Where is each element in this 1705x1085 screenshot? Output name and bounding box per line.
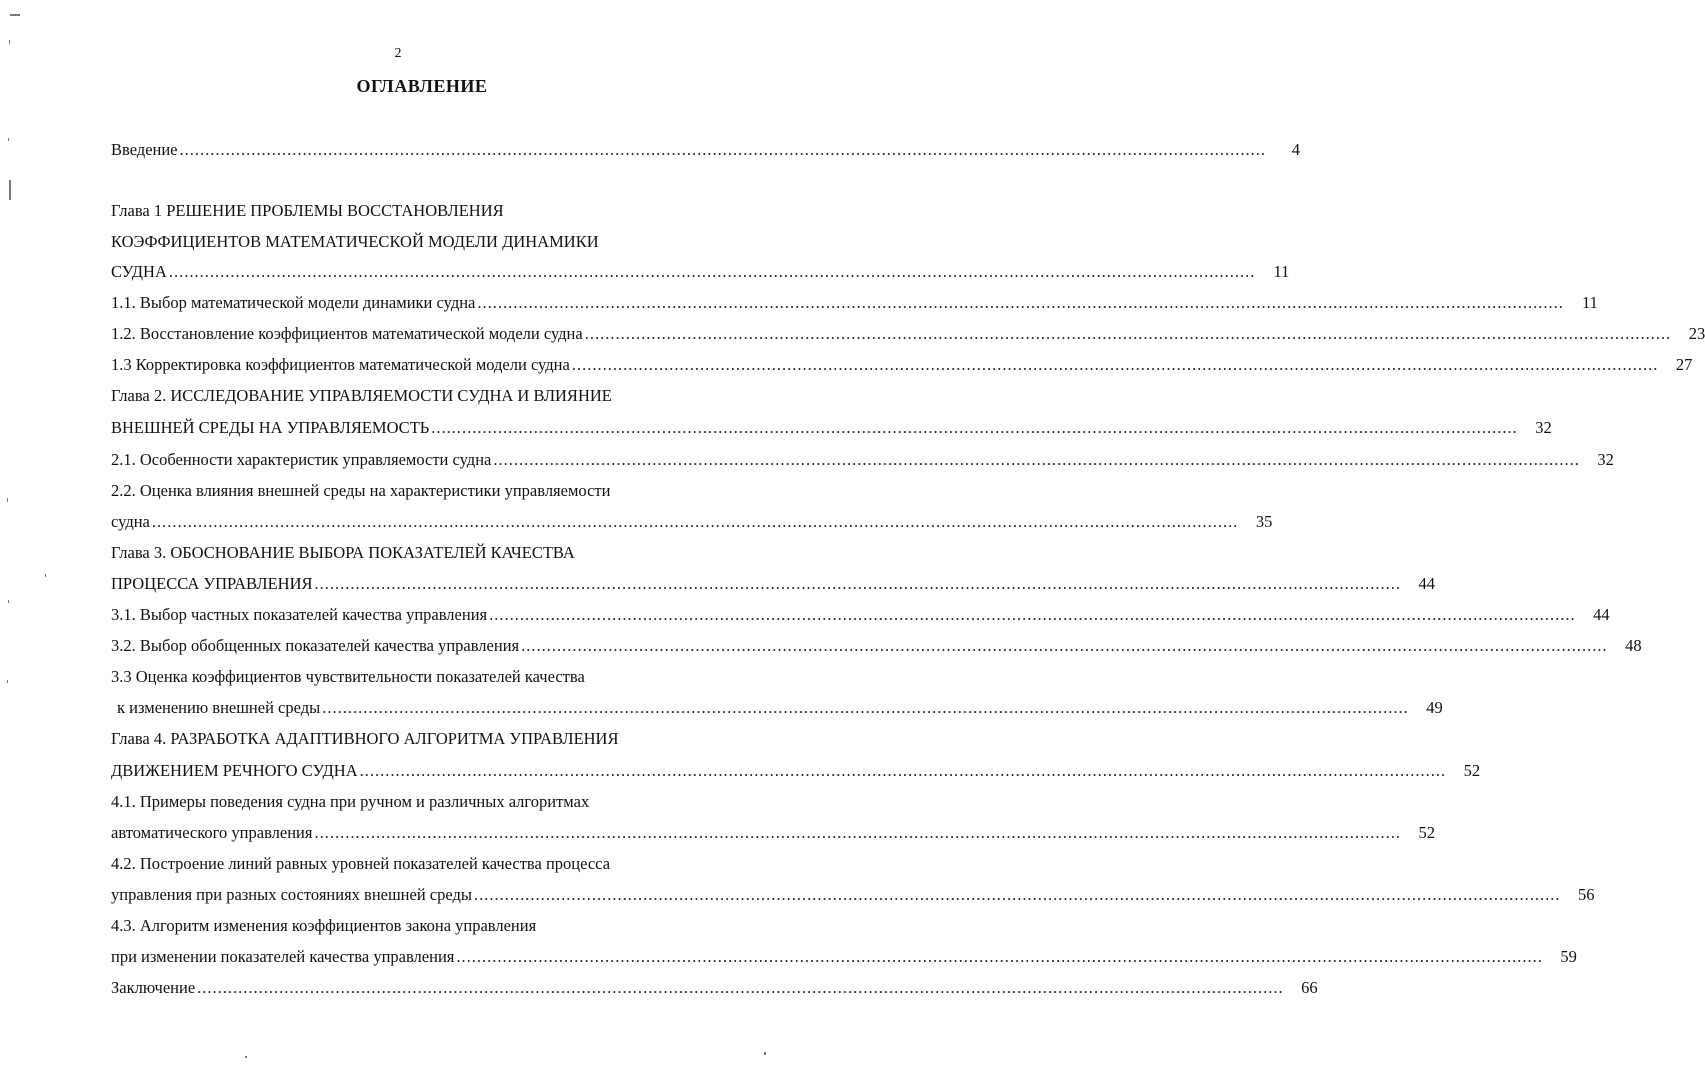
- toc-entry-text: ВНЕШНЕЙ СРЕДЫ НА УПРАВЛЯЕМОСТЬ: [111, 418, 430, 437]
- toc-entry-text: 1.3 Корректировка коэффициентов математической модели судна: [111, 355, 570, 374]
- toc-entry-page: 44: [1593, 605, 1610, 624]
- toc-entry-text: Глава 1 РЕШЕНИЕ ПРОБЛЕМЫ ВОССТАНОВЛЕНИЯ: [111, 201, 504, 220]
- toc-entry-page: 56: [1577, 885, 1595, 904]
- toc-entry-text: 3.1. Выбор частных показателей качества управления: [111, 605, 488, 624]
- toc-entry-page: 52: [1418, 823, 1435, 842]
- toc-entry: [111, 573, 1435, 595]
- toc-entry: [111, 791, 731, 813]
- toc-entry-page: 66: [1301, 978, 1318, 997]
- toc-entry: [111, 200, 731, 222]
- toc-entry-page: 48: [1625, 636, 1642, 655]
- leader-dots: ....................................................................................................................................................................................................................: [584, 324, 1672, 343]
- toc-entry: [111, 231, 731, 253]
- leader-dots: ....................................................................................................................................................................................................................: [477, 293, 1564, 312]
- scan-speck: [8, 600, 9, 603]
- leader-dots: ....................................................................................................................................................................................................................: [168, 262, 1256, 281]
- toc-entry-text: управления при разных состояниях внешней среды: [111, 885, 472, 904]
- leader-dots: ....................................................................................................................................................................................................................: [314, 823, 1401, 842]
- toc-entry: [111, 449, 1614, 471]
- scan-speck: [9, 40, 10, 44]
- scan-speck: [7, 498, 8, 502]
- toc-entry-text: ПРОЦЕССА УПРАВЛЕНИЯ: [111, 574, 313, 593]
- page-title: ОГЛАВЛЕНИЕ: [356, 76, 488, 96]
- toc-entry-text: 4.2. Построение линий равных уровней показателей качества процесса: [111, 854, 611, 873]
- toc-entry: [111, 822, 1435, 844]
- toc-entry-text: 3.3 Оценка коэффициентов чувствительности показателей качества: [111, 667, 585, 686]
- scan-speck: [10, 14, 20, 16]
- toc-entry: [111, 728, 731, 750]
- toc-entry: [111, 915, 731, 937]
- toc-entry: [111, 292, 1598, 314]
- toc-entry-text: ДВИЖЕНИЕМ РЕЧНОГО СУДНА: [111, 761, 358, 780]
- toc-entry: [111, 385, 731, 407]
- toc-entry-page: 49: [1426, 698, 1443, 717]
- toc-entry: [111, 884, 1595, 906]
- toc-entry-page: 27: [1675, 355, 1693, 374]
- toc-entry: [111, 542, 731, 564]
- leader-dots: ....................................................................................................................................................................................................................: [521, 636, 1608, 655]
- scan-speck: [245, 1056, 247, 1058]
- toc-entry-page: 44: [1418, 574, 1435, 593]
- scan-speck: [45, 574, 46, 577]
- toc-entry: [111, 977, 1318, 999]
- toc-entry: [111, 666, 731, 688]
- scan-speck: [8, 138, 9, 141]
- toc-entry-page: 11: [1581, 293, 1598, 312]
- toc-entry: [111, 760, 1481, 782]
- toc-entry-text: Глава 4. РАЗРАБОТКА АДАПТИВНОГО АЛГОРИТМА УПРАВЛЕНИЯ: [111, 729, 619, 748]
- page-number: 2: [394, 46, 402, 61]
- toc-entry-text: 2.2. Оценка влияния внешней среды на характеристики управляемости: [111, 481, 611, 500]
- toc-entry: [111, 480, 731, 502]
- leader-dots: ....................................................................................................................................................................................................................: [431, 418, 1518, 437]
- toc-entry-text: 4.1. Примеры поведения судна при ручном и различных алгоритмах: [111, 792, 590, 811]
- toc-entry-page: 23: [1688, 324, 1705, 343]
- leader-dots: ....................................................................................................................................................................................................................: [493, 450, 1580, 469]
- toc-entry: [111, 417, 1552, 439]
- scan-speck: [7, 680, 8, 683]
- toc-entry-text: Глава 3. ОБОСНОВАНИЕ ВЫБОРА ПОКАЗАТЕЛЕЙ КАЧЕСТВА: [111, 543, 575, 562]
- toc-entry-text: 2.1. Особенности характеристик управляемости судна: [111, 450, 492, 469]
- toc-entry-text: СУДНА: [111, 262, 167, 281]
- toc-entry: [111, 354, 1693, 376]
- toc-entry-page: 11: [1273, 262, 1290, 281]
- leader-dots: ....................................................................................................................................................................................................................: [473, 885, 1561, 904]
- leader-dots: ....................................................................................................................................................................................................................: [456, 947, 1543, 966]
- toc-entry-page: 52: [1463, 761, 1481, 780]
- toc-entry: [111, 946, 1577, 968]
- toc-entry: [111, 604, 1610, 626]
- toc-entry-page: 32: [1597, 450, 1614, 469]
- leader-dots: ....................................................................................................................................................................................................................: [314, 574, 1401, 593]
- leader-dots: ....................................................................................................................................................................................................................: [489, 605, 1576, 624]
- leader-dots: ....................................................................................................................................................................................................................: [151, 512, 1239, 531]
- leader-dots: ....................................................................................................................................................................................................................: [359, 761, 1447, 780]
- toc-entry: [111, 511, 1273, 533]
- toc-entry-page: 4: [1291, 140, 1301, 159]
- leader-dots: ....................................................................................................................................................................................................................: [322, 698, 1409, 717]
- toc-entry-text: Глава 2. ИССЛЕДОВАНИЕ УПРАВЛЯЕМОСТИ СУДНА И ВЛИЯНИЕ: [111, 386, 612, 405]
- toc-entry-text: к изменению внешней среды: [117, 698, 321, 717]
- toc-entry-text: Заключение: [111, 978, 196, 997]
- toc-entry: [111, 323, 1705, 345]
- toc-entry-text: 3.2. Выбор обобщенных показателей качества управления: [111, 636, 520, 655]
- toc-entry-text: КОЭФФИЦИЕНТОВ МАТЕМАТИЧЕСКОЙ МОДЕЛИ ДИНАМИКИ: [111, 232, 599, 251]
- toc-entry-page: 32: [1535, 418, 1552, 437]
- toc-entry-page: 35: [1255, 512, 1273, 531]
- toc-entry-text: судна: [111, 512, 150, 531]
- leader-dots: ....................................................................................................................................................................................................................: [179, 140, 1267, 159]
- toc-entry-text: 1.1. Выбор математической модели динамики судна: [111, 293, 476, 312]
- leader-dots: ....................................................................................................................................................................................................................: [197, 978, 1284, 997]
- toc-entry: [117, 697, 1443, 719]
- toc-entry-text: автоматического управления: [111, 823, 313, 842]
- toc-entry-text: 1.2. Восстановление коэффициентов математической модели судна: [111, 324, 583, 343]
- toc-entry-text: при изменении показателей качества управления: [111, 947, 455, 966]
- leader-dots: ....................................................................................................................................................................................................................: [571, 355, 1659, 374]
- toc-entry: [111, 139, 1301, 161]
- toc-entry-text: Введение: [111, 140, 178, 159]
- scan-speck: [9, 180, 11, 200]
- toc-entry: [111, 853, 731, 875]
- scan-speck: [764, 1052, 766, 1055]
- toc-entry-text: 4.3. Алгоритм изменения коэффициентов закона управления: [111, 916, 537, 935]
- toc-entry: [111, 635, 1642, 657]
- toc-entry-page: 59: [1560, 947, 1577, 966]
- toc-entry: [111, 261, 1290, 283]
